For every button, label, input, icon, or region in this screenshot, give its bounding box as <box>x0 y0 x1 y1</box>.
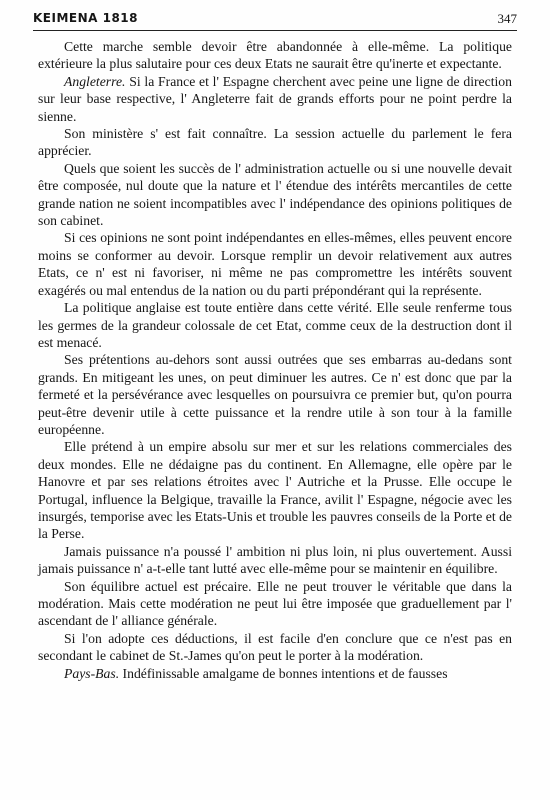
paragraph-text: Jamais puissance n'a poussé l' ambition ni plus loin, ni plus ouvertement. Aussi jamais puissance n' a-t-elle tant lutté avec elle-même pour se maintenir en équilibre. <box>38 543 512 577</box>
paragraph <box>38 630 512 665</box>
body-text <box>38 38 512 682</box>
paragraph <box>38 665 512 682</box>
paragraph <box>38 543 512 578</box>
paragraph-text: Elle prétend à un empire absolu sur mer et sur les relations commerciales des deux mondes. Elle ne dédaigne pas du continent. En Allemagne, elle opère par le Hanovre et par ses relations étroites avec l' Autriche et la Prusse. Elle occupe le Portugal, influence la Belgique, travaille la France, avilit l' Espagne, négocie avec les insurgés, temporise avec les Etats-Unis et trouble les pauvres conseils de la Porte et de la Perse. <box>38 439 512 542</box>
paragraph <box>38 578 512 630</box>
paragraph-text: La politique anglaise est toute entière dans cette vérité. Elle seule renferme tous les germes de la grandeur colossale de cet Etat, comme ceux de la destruction dont il est menacé. <box>38 300 512 350</box>
paragraph <box>38 73 512 125</box>
paragraph <box>38 351 512 438</box>
page-header <box>33 8 517 31</box>
paragraph-text: Indéfinissable amalgame de bonnes intentions et de fausses <box>119 665 448 681</box>
paragraph <box>38 299 512 351</box>
paragraph-text: Son ministère s' est fait connaître. La session actuelle du parlement le fera apprécier. <box>38 126 512 159</box>
page-number: 347 <box>497 11 517 26</box>
section-lead: Pays-Bas. <box>64 665 120 681</box>
paragraph-text: Ses prétentions au-dehors sont aussi outrées que ses embarras au-dedans sont grands. En mitigeant les unes, on peut diminuer les autres. Ce n' est donc que par la fermeté et la persévérance avec lesquelles on poursuivra ce premier but, qu'on pourra peut-être devenir utile à cette puissance et la rendre utile à son tour à la famille européenne. <box>38 352 512 437</box>
running-head: KEIMENA 1818 <box>33 11 139 25</box>
paragraph-text: Si ces opinions ne sont point indépendantes en elles-mêmes, elles peuvent encore moins se conformer au devoir. Lorsque remplir un devoir relativement aux autres Etats, ce n' est ni favoriser, ni même ne pas compromettre les intérêts souvent exagérés ou mal entendus de la nation ou du parti prépondérant qui la représente. <box>38 230 512 298</box>
paragraph-text: Si la France et l' Espagne cherchent avec peine une ligne de direction sur leur base respective, l' Angleterre fait de grands efforts pour ne point perdre la sienne. <box>38 73 512 124</box>
section-lead: Angleterre. <box>64 73 126 89</box>
paragraph <box>38 229 512 299</box>
paragraph-text: Son équilibre actuel est précaire. Elle ne peut trouver le véritable que dans la modération. Mais cette modération ne peut lui être imposée que graduellement par l' ascendant de l' alliance générale. <box>38 578 512 629</box>
paragraph-text: Quels que soient les succès de l' administration actuelle ou si une nouvelle devait être composée, nul doute que la nature et l' étendue des intérêts mercantiles de cette grande nation ne soient incompatibles avec l' indépendance des opinions politiques de son cabinet. <box>38 160 512 229</box>
paragraph-text: Si l'on adopte ces déductions, il est facile d'en conclure que ce n'est pas en secondant le cabinet de St.-James qu'on peut le porter à la modération. <box>38 630 512 664</box>
paragraph-text: Cette marche semble devoir être abandonnée à elle-même. La politique extérieure la plus salutaire pour ces deux Etats ne saurait être qu'inerte et expectante. <box>38 39 512 72</box>
paragraph <box>38 160 512 230</box>
paragraph <box>38 38 512 73</box>
paragraph <box>38 125 512 160</box>
paragraph <box>38 438 512 542</box>
